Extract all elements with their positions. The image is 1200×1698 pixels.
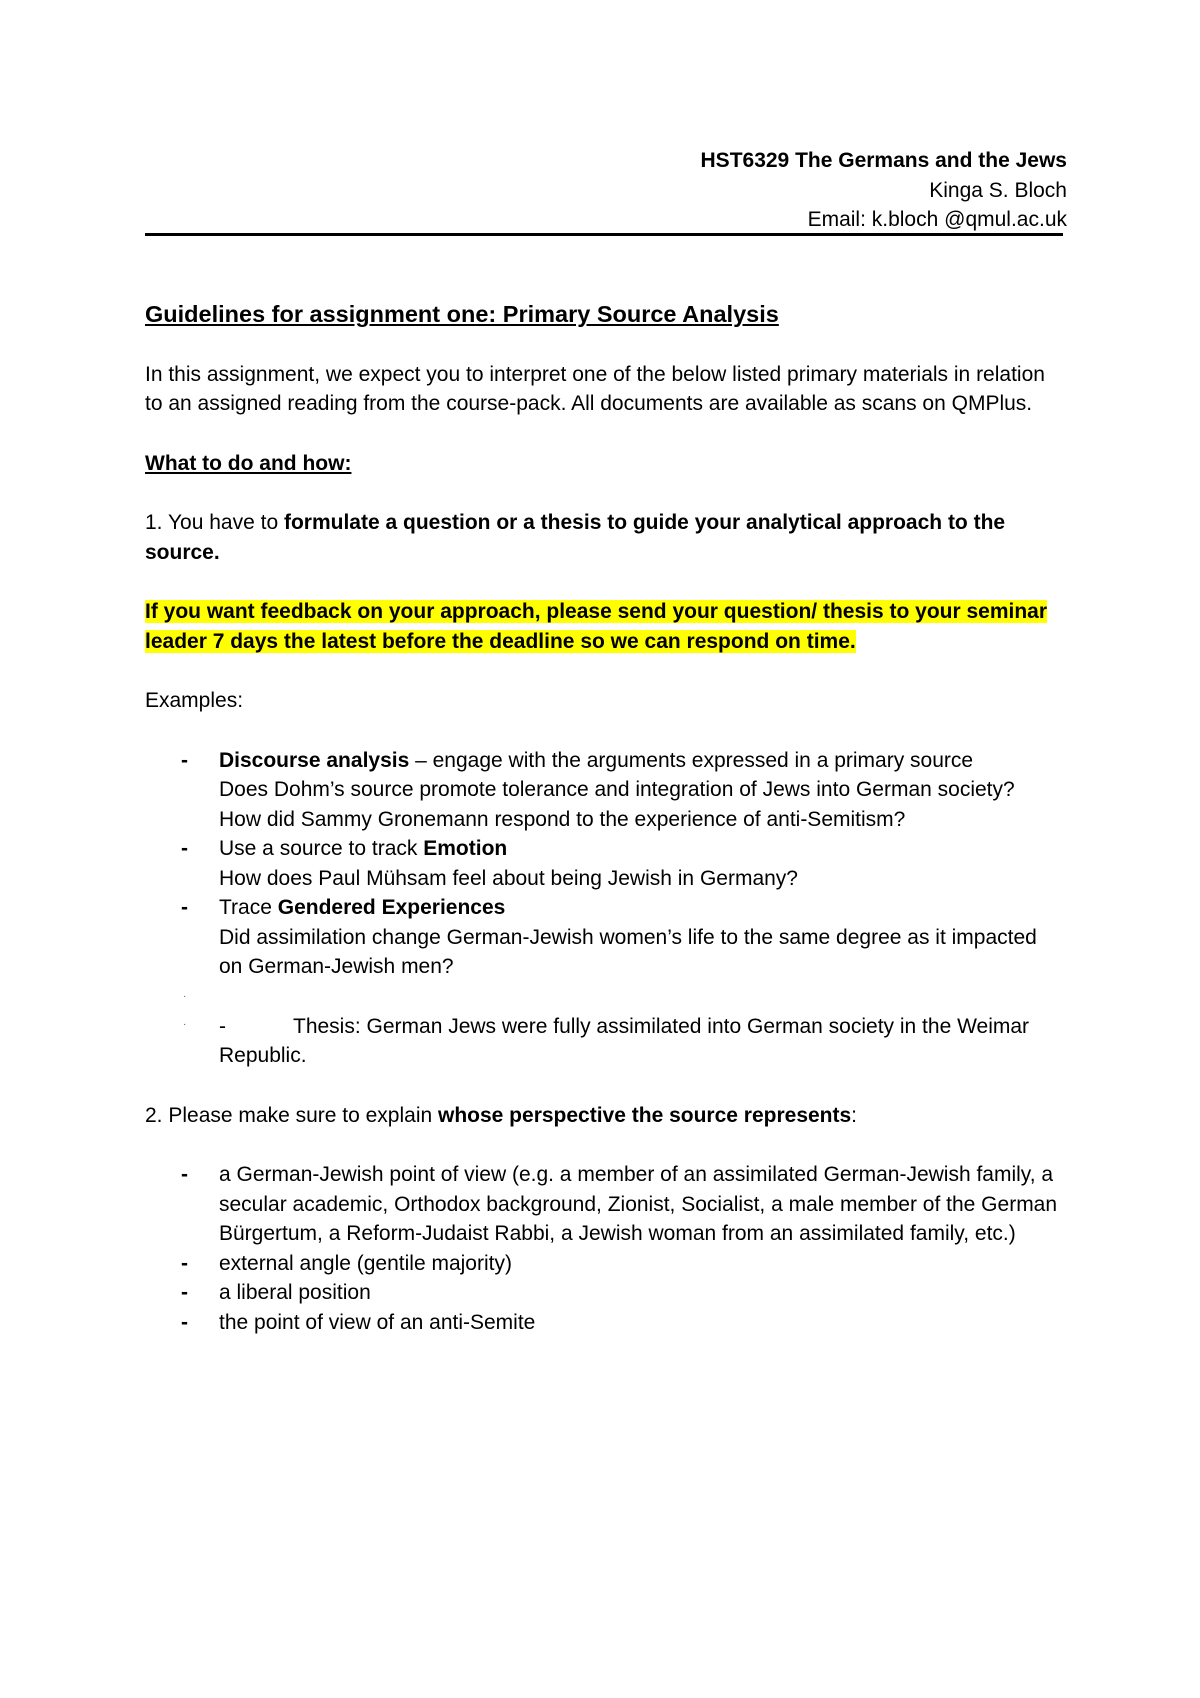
step-one-prefix: 1. You have to <box>145 511 284 534</box>
perspective-item <box>145 1249 1065 1279</box>
list-dash: - <box>181 1281 188 1304</box>
thesis-example <box>145 990 1065 1071</box>
step-two-suffix: : <box>851 1103 858 1127</box>
author-email: Email: k.bloch @qmul.ac.uk <box>807 208 1067 231</box>
list-dash: - <box>181 1163 188 1186</box>
thesis-dash: - <box>219 1014 226 1038</box>
example-lead: Use a source to track <box>219 837 424 860</box>
document-header <box>701 146 1067 235</box>
thesis-text: Thesis: German Jews were fully assimilated into German society in the Weimar Republic. <box>219 1014 1030 1067</box>
example-lead: Trace <box>219 896 278 919</box>
feedback-highlight: If you want feedback on your approach, please send your question/ thesis to your seminar leader 7 days the latest before the deadline so we can respond on time. <box>145 600 1048 653</box>
perspective-text: a German-Jewish point of view (e.g. a member of an assimilated German-Jewish family, a secular academic, Orthodox background, Zionist, Socialist, a male member of the German Bürgertum, a Reform-Judaist Rabbi, a Jewish woman from an assimilated family, etc.) <box>219 1163 1058 1245</box>
step-one-bold: formulate a question or a thesis to guide your analytical approach to the source. <box>145 511 1006 564</box>
feedback-note <box>145 597 1065 656</box>
examples-list <box>145 746 1065 982</box>
page-title: Guidelines for assignment one: Primary Source Analysis <box>145 301 779 327</box>
example-heading <box>219 746 1065 776</box>
perspective-text: the point of view of an anti-Semite <box>219 1310 536 1334</box>
course-title: HST6329 The Germans and the Jews <box>700 149 1067 172</box>
list-dash: - <box>181 1251 188 1275</box>
perspective-item <box>145 1160 1065 1249</box>
example-item <box>145 746 1065 835</box>
perspective-text: a liberal position <box>219 1281 371 1304</box>
example-heading <box>219 893 1065 923</box>
list-dash: - <box>181 896 188 919</box>
bullet-marker: · <box>183 1018 187 1030</box>
bullet-marker: · <box>183 990 187 1002</box>
example-line: Does Dohm’s source promote tolerance and integration of Jews into German society? <box>219 778 1015 801</box>
step-one <box>145 508 1065 567</box>
header-divider <box>145 233 1063 236</box>
list-dash: - <box>181 748 188 772</box>
example-line: How did Sammy Gronemann respond to the experience of anti-Semitism? <box>219 807 906 831</box>
what-heading <box>145 449 1065 479</box>
list-dash: - <box>181 837 188 860</box>
example-keyword: Discourse analysis <box>219 748 410 772</box>
perspective-item <box>145 1278 1065 1308</box>
perspective-text: external angle (gentile majority) <box>219 1251 512 1275</box>
document-body <box>145 300 1065 1367</box>
example-item <box>145 834 1065 893</box>
step-two-bold: whose perspective the source represents <box>438 1103 852 1127</box>
step-two <box>145 1101 1065 1131</box>
example-keyword: Emotion <box>423 837 508 860</box>
list-dash: - <box>181 1310 188 1334</box>
what-heading-text: What to do and how: <box>145 451 352 475</box>
example-item <box>145 893 1065 982</box>
step-two-prefix: 2. Please make sure to explain <box>145 1103 438 1127</box>
examples-label: Examples: <box>145 689 244 712</box>
example-line: How does Paul Mühsam feel about being Jewish in Germany? <box>219 866 798 890</box>
intro-paragraph: In this assignment, we expect you to interpret one of the below listed primary materials in relation to an assigned reading from the course-pack. All documents are available as scans on QMPlus. <box>145 362 1045 415</box>
perspectives-list <box>145 1160 1065 1337</box>
author-name: Kinga S. Bloch <box>929 178 1067 202</box>
example-line: Did assimilation change German-Jewish women’s life to the same degree as it impacted on German-Jewish men? <box>219 925 1037 978</box>
perspective-item <box>145 1308 1065 1338</box>
example-heading <box>219 834 1065 864</box>
example-description: – engage with the arguments expressed in a primary source <box>409 748 974 772</box>
example-keyword: Gendered Experiences <box>277 896 506 919</box>
